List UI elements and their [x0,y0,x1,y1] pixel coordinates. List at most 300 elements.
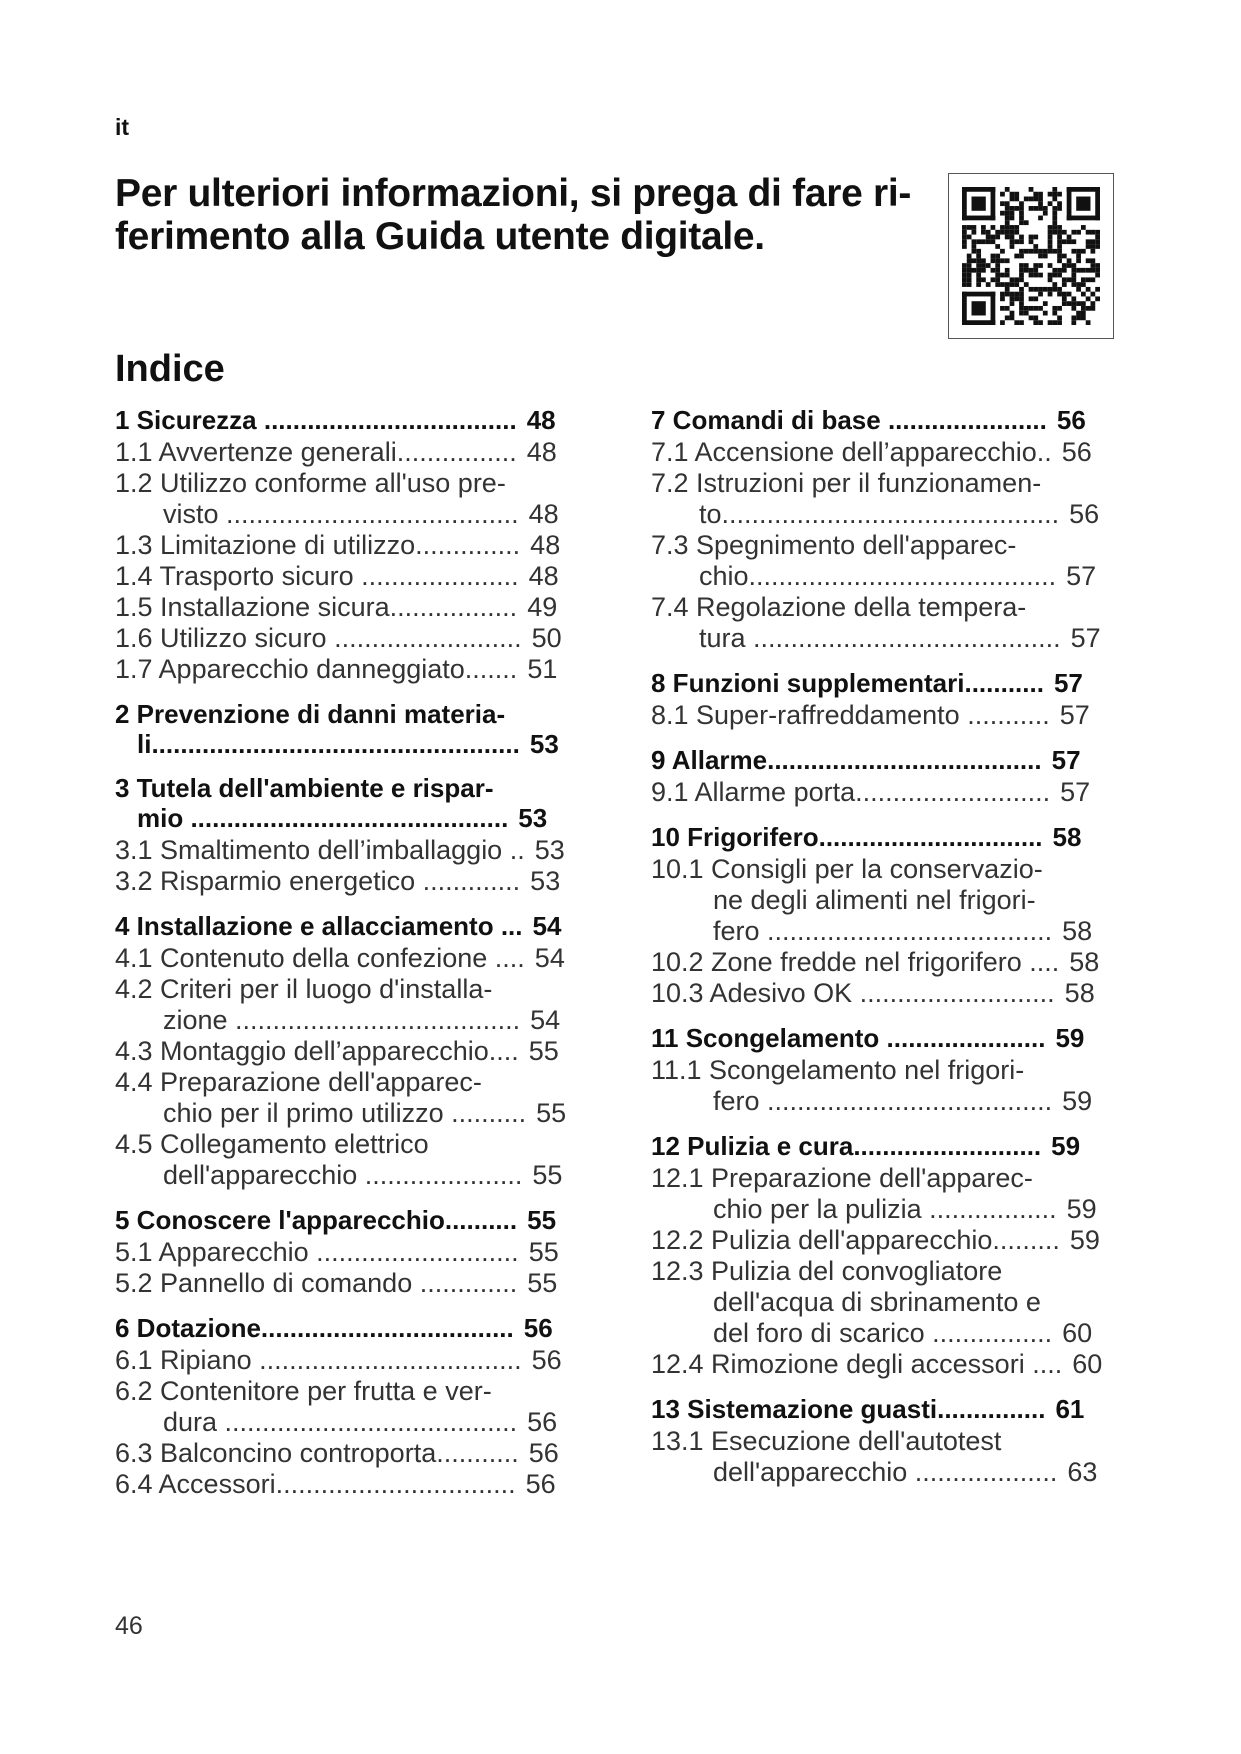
toc-subsection-title: zione ...................................... [163,1005,521,1035]
toc-subsection-entry[interactable] [651,777,1141,808]
qr-module [1067,301,1072,306]
qr-module [991,187,996,220]
toc-page-number: 55 [527,1268,558,1298]
qr-module [986,239,991,244]
toc-page-number: 57 [1059,700,1090,730]
qr-module [1076,287,1081,292]
qr-module [1086,230,1091,235]
qr-module [1076,282,1081,287]
qr-module [1029,187,1034,192]
toc-page-number: 55 [527,1205,557,1235]
qr-module [967,225,972,230]
qr-module [1000,225,1005,230]
qr-module [1071,296,1076,301]
qr-module [1062,230,1067,235]
headline-line-1: Per ulteriori informazioni, si prega di fare ri- [115,172,912,215]
qr-module [962,239,967,244]
qr-module [1010,230,1015,235]
qr-module [1000,306,1005,311]
toc-chapter-title: 1 Sicurezza ................................... [115,405,517,435]
qr-module [1005,292,1010,297]
qr-module [976,249,981,254]
toc-subsection-entry[interactable] [115,623,595,654]
qr-module [1010,235,1015,240]
qr-module [1010,244,1015,249]
toc-page-number: 48 [528,499,559,529]
toc-subsection-title: 6.4 Accessori................................ [115,1469,516,1499]
qr-module [1010,277,1015,282]
toc-subsection-title: 10.1 Consigli per la conservazio- [651,854,1043,884]
qr-module [1038,197,1043,202]
qr-module [1019,301,1024,306]
qr-module [1081,277,1086,282]
qr-module [1071,306,1076,311]
toc-chapter-entry[interactable] [651,822,1141,852]
toc-chapter-title: 6 Dotazione................................... [115,1313,514,1343]
qr-module [967,258,972,263]
toc-page-number: 53 [529,729,559,759]
qr-module [1043,249,1048,254]
qr-module [1067,239,1072,244]
toc-section [115,773,595,897]
qr-module [1086,277,1091,282]
qr-module [1081,315,1086,320]
toc-subsection-entry[interactable] [651,1426,1141,1488]
toc-subsection-title: 12.2 Pulizia dell'apparecchio......... [651,1225,1060,1255]
qr-module [1057,249,1062,254]
toc-chapter-title: mio ............................................ [137,803,509,833]
qr-module [1000,273,1005,278]
toc-subsection-title: dell'apparecchio ................... [713,1457,1058,1487]
qr-module [1010,192,1015,197]
toc-page-number: 50 [531,623,562,653]
toc-subsection-title: chio per il primo utilizzo .......... [163,1098,527,1128]
qr-module [1076,301,1081,306]
qr-module [1090,306,1095,311]
toc-subsection-entry[interactable] [115,943,595,974]
qr-module [1052,211,1057,216]
qr-module [1043,287,1048,292]
toc-subsection-entry[interactable] [651,700,1141,731]
qr-module [1076,197,1090,211]
qr-module [981,277,986,282]
qr-module [967,273,972,278]
qr-module [1052,273,1057,278]
qr-module [1090,249,1095,254]
toc-subsection-entry[interactable] [651,947,1141,978]
qr-module [1019,306,1024,311]
qr-module [1062,268,1067,273]
qr-module [1081,301,1086,306]
qr-module [1029,268,1034,273]
qr-module [1076,258,1081,263]
toc-page-number: 56 [525,1469,556,1499]
qr-module [1019,273,1024,278]
qr-module [972,249,977,254]
qr-module [1057,230,1062,235]
qr-module [1052,282,1057,287]
qr-module [1024,249,1029,254]
toc-chapter-entry[interactable] [115,911,595,941]
qr-module [972,258,977,263]
qr-module [1071,301,1076,306]
qr-module [1048,263,1053,268]
qr-module [1095,287,1100,292]
qr-module [962,292,995,297]
qr-module [1090,301,1095,306]
qr-module [1019,206,1024,211]
toc-subsection-entry[interactable] [115,974,595,1036]
qr-module [972,225,977,230]
qr-module [967,254,972,259]
qr-module [1095,268,1100,273]
toc-subsection-entry[interactable] [651,1349,1141,1380]
qr-module [981,225,986,230]
qr-module [1086,287,1091,292]
toc-page-number: 57 [1060,777,1091,807]
qr-module [986,230,991,235]
qr-module [1010,211,1015,216]
toc-page-number: 56 [528,1438,559,1468]
page-number: 46 [115,1612,143,1640]
qr-module [1014,225,1019,230]
qr-module [1090,263,1095,268]
toc-page-number: 55 [528,1237,559,1267]
qr-module [972,239,977,244]
qr-module [986,282,991,287]
qr-module [1005,225,1010,230]
qr-module [1019,263,1024,268]
qr-module [1019,311,1024,316]
qr-module [1005,230,1010,235]
toc-subsection-title: 6.2 Contenitore per frutta e ver- [115,1376,492,1406]
headline-line-2: ferimento alla Guida utente digitale. [115,215,765,258]
qr-module [1024,306,1029,311]
qr-module [1076,249,1081,254]
qr-module [1076,268,1081,273]
toc-section [115,699,595,759]
qr-module [1095,187,1100,220]
qr-module [986,263,991,268]
toc-subsection-entry[interactable] [115,1438,595,1469]
qr-module [1062,254,1067,259]
qr-module [1000,258,1005,263]
qr-module [1057,306,1062,311]
toc-chapter-entry[interactable] [651,668,1141,698]
qr-module [1071,282,1076,287]
qr-module [1019,254,1024,259]
qr-module [1048,192,1053,197]
qr-module [1010,197,1015,202]
toc-subsection-entry[interactable] [115,1129,595,1191]
toc-subsection-entry[interactable] [115,866,595,897]
qr-module [1057,273,1062,278]
qr-module [972,197,986,211]
qr-module [1033,268,1038,273]
qr-module [962,263,967,268]
qr-module [1029,296,1034,301]
qr-module [1071,249,1076,254]
qr-module [1062,239,1067,244]
qr-module [995,263,1000,268]
toc-page-number: 59 [1066,1194,1097,1224]
toc-page-number: 57 [1051,745,1081,775]
qr-module [1038,249,1043,254]
toc-subsection-entry[interactable] [651,437,1141,468]
qr-module [1086,244,1091,249]
toc-subsection-entry[interactable] [115,592,595,623]
qr-module [962,225,967,230]
qr-module [1067,216,1100,221]
qr-module [962,282,967,287]
toc-subsection-title: 12.4 Rimozione degli accessori .... [651,1349,1063,1379]
qr-module [976,277,981,282]
qr-module [972,244,977,249]
qr-module [1033,206,1038,211]
qr-module [1095,296,1100,301]
qr-module [1014,282,1019,287]
toc-subsection-entry[interactable] [651,530,1141,592]
toc-subsection-entry[interactable] [651,468,1141,530]
toc-subsection-entry[interactable] [651,978,1141,1009]
qr-module [991,225,996,230]
qr-module [976,258,981,263]
qr-module [1010,311,1015,316]
qr-module [1071,320,1076,325]
qr-module [1057,292,1062,297]
toc-page-number: 48 [526,437,557,467]
qr-module [1033,263,1038,268]
qr-module [1057,244,1062,249]
toc-subsection-entry[interactable] [115,1067,595,1129]
toc-chapter-title: 7 Comandi di base ...................... [651,405,1047,435]
qr-module [1019,296,1024,301]
qr-module [1062,296,1067,301]
toc-subsection-title: ne degli alimenti nel frigori- [713,885,1036,915]
toc-subsection-title: 1.6 Utilizzo sicuro ......................... [115,623,522,653]
qr-module [1029,239,1034,244]
toc-title: Indice [115,348,225,390]
toc-subsection-title: dell'acqua di sbrinamento e [713,1287,1041,1317]
qr-module [1095,244,1100,249]
qr-module [1043,311,1048,316]
qr-module [995,277,1000,282]
toc-subsection-entry[interactable] [651,854,1141,947]
toc-subsection-entry[interactable] [115,1469,595,1500]
qr-module [1005,315,1010,320]
qr-module [1005,235,1010,240]
qr-module [995,268,1000,273]
qr-module [991,277,996,282]
toc-subsection-entry[interactable] [115,530,595,561]
toc-page-number: 57 [1053,668,1083,698]
toc-subsection-title: dura ....................................... [163,1407,518,1437]
qr-module [1086,320,1091,325]
qr-module [1067,235,1072,240]
qr-module [1048,292,1053,297]
toc-page-number: 58 [1069,947,1100,977]
toc-subsection-entry[interactable] [651,1225,1141,1256]
qr-module [1052,268,1057,273]
qr-module [1029,273,1034,278]
qr-module [1048,249,1053,254]
toc-page-number: 59 [1069,1225,1100,1255]
qr-module [962,230,967,235]
qr-module [1095,263,1100,268]
qr-module [1014,197,1019,202]
toc-subsection-entry[interactable] [115,468,595,530]
qr-module [1038,273,1043,278]
qr-module [976,268,981,273]
qr-module [1005,273,1010,278]
toc-section [651,1131,1141,1380]
qr-module [1090,230,1095,235]
toc-page-number: 49 [527,592,558,622]
qr-module [967,268,972,273]
qr-module [1005,206,1010,211]
qr-module [1086,239,1091,244]
toc-page-number: 58 [1064,978,1095,1008]
qr-module [1052,220,1057,225]
qr-module [1071,277,1076,282]
toc-subsection-title: to............................................. [699,499,1060,529]
toc-subsection-entry[interactable] [115,1345,595,1376]
toc-chapter-entry[interactable] [115,773,595,833]
toc-page-number: 56 [1061,437,1092,467]
toc-subsection-title: 13.1 Esecuzione dell'autotest [651,1426,1002,1456]
qr-code-icon[interactable] [948,173,1114,339]
toc-subsection-title: 12.1 Preparazione dell'apparec- [651,1163,1033,1193]
qr-module [1052,187,1057,192]
qr-module [972,268,977,273]
qr-module [1057,315,1062,320]
qr-module [981,239,986,244]
qr-module [1057,287,1062,292]
toc-chapter-title: 4 Installazione e allacciamento ... [115,911,523,941]
qr-module [1038,254,1043,259]
qr-module [1014,320,1019,325]
qr-module [1024,268,1029,273]
toc-chapter-entry[interactable] [115,1205,595,1235]
toc-subsection-entry[interactable] [115,1268,595,1299]
toc-section [115,1205,595,1299]
qr-module [1067,292,1072,297]
toc-subsection-title: 7.1 Accensione dell’apparecchio.. [651,437,1052,467]
qr-module [1029,287,1034,292]
qr-module [962,273,967,278]
toc-chapter-entry[interactable] [651,405,1141,435]
qr-module [981,263,986,268]
qr-module [1048,239,1053,244]
toc-chapter-entry[interactable] [651,1131,1141,1161]
toc-page-number: 55 [528,1036,559,1066]
qr-module [1081,249,1086,254]
qr-module [1067,277,1072,282]
qr-module [1033,320,1038,325]
qr-module [1052,216,1057,221]
qr-module [1071,273,1076,278]
toc-section [651,822,1141,1009]
toc-left-column [115,405,595,1514]
qr-module [967,235,972,240]
qr-module [1052,287,1057,292]
toc-section [115,405,595,685]
qr-module [1052,225,1057,230]
toc-subsection-entry[interactable] [651,1163,1141,1225]
toc-chapter-entry[interactable] [115,1313,595,1343]
qr-module [1000,296,1005,301]
toc-page-number: 48 [526,405,556,435]
toc-subsection-entry[interactable] [651,1256,1141,1349]
qr-module [1081,268,1086,273]
qr-module [1010,282,1015,287]
qr-module [1048,235,1053,240]
toc-chapter-entry[interactable] [651,745,1141,775]
toc-subsection-entry[interactable] [115,437,595,468]
toc-chapter-entry[interactable] [115,405,595,435]
toc-subsection-entry[interactable] [115,561,595,592]
qr-module [986,235,991,240]
toc-chapter-title: li................................................... [137,729,520,759]
toc-right-column [651,405,1141,1502]
toc-subsection-entry[interactable] [651,1055,1141,1117]
qr-module [1029,306,1034,311]
qr-module [1000,249,1005,254]
qr-module [1057,206,1062,211]
qr-module [1019,220,1024,225]
toc-subsection-title: chio per la pulizia ................. [713,1194,1057,1224]
qr-module [991,254,996,259]
toc-page-number: 48 [530,530,561,560]
qr-module [1019,287,1024,292]
qr-module [1081,292,1086,297]
qr-module [1052,249,1057,254]
toc-subsection-entry[interactable] [115,1376,595,1438]
qr-module [1048,225,1053,230]
toc-page-number: 55 [536,1098,567,1128]
qr-module [1038,320,1043,325]
qr-module [981,230,986,235]
toc-subsection-entry[interactable] [115,835,595,866]
qr-module [1043,211,1048,216]
toc-chapter-title: 8 Funzioni supplementari........... [651,668,1044,698]
qr-module [1090,292,1095,297]
qr-module [1052,306,1057,311]
toc-subsection-entry[interactable] [115,1237,595,1268]
toc-subsection-entry[interactable] [115,1036,595,1067]
toc-chapter-entry[interactable] [651,1023,1141,1053]
toc-subsection-title: 1.4 Trasporto sicuro ..................... [115,561,519,591]
qr-module [1057,320,1062,325]
toc-subsection-title: 12.3 Pulizia del convogliatore [651,1256,1003,1286]
qr-module [1024,311,1029,316]
toc-subsection-entry[interactable] [115,654,595,685]
language-code: it [115,114,130,140]
toc-page-number: 63 [1067,1457,1098,1487]
toc-chapter-entry[interactable] [115,699,595,759]
qr-module [991,239,996,244]
toc-subsection-entry[interactable] [651,592,1141,654]
toc-page-number: 56 [531,1345,562,1375]
qr-module [962,320,995,325]
qr-module [1000,320,1005,325]
qr-module [1000,192,1005,197]
qr-module [976,254,981,259]
toc-chapter-entry[interactable] [651,1394,1141,1424]
qr-module [1052,192,1057,197]
qr-module [1057,225,1062,230]
qr-module [1029,315,1034,320]
